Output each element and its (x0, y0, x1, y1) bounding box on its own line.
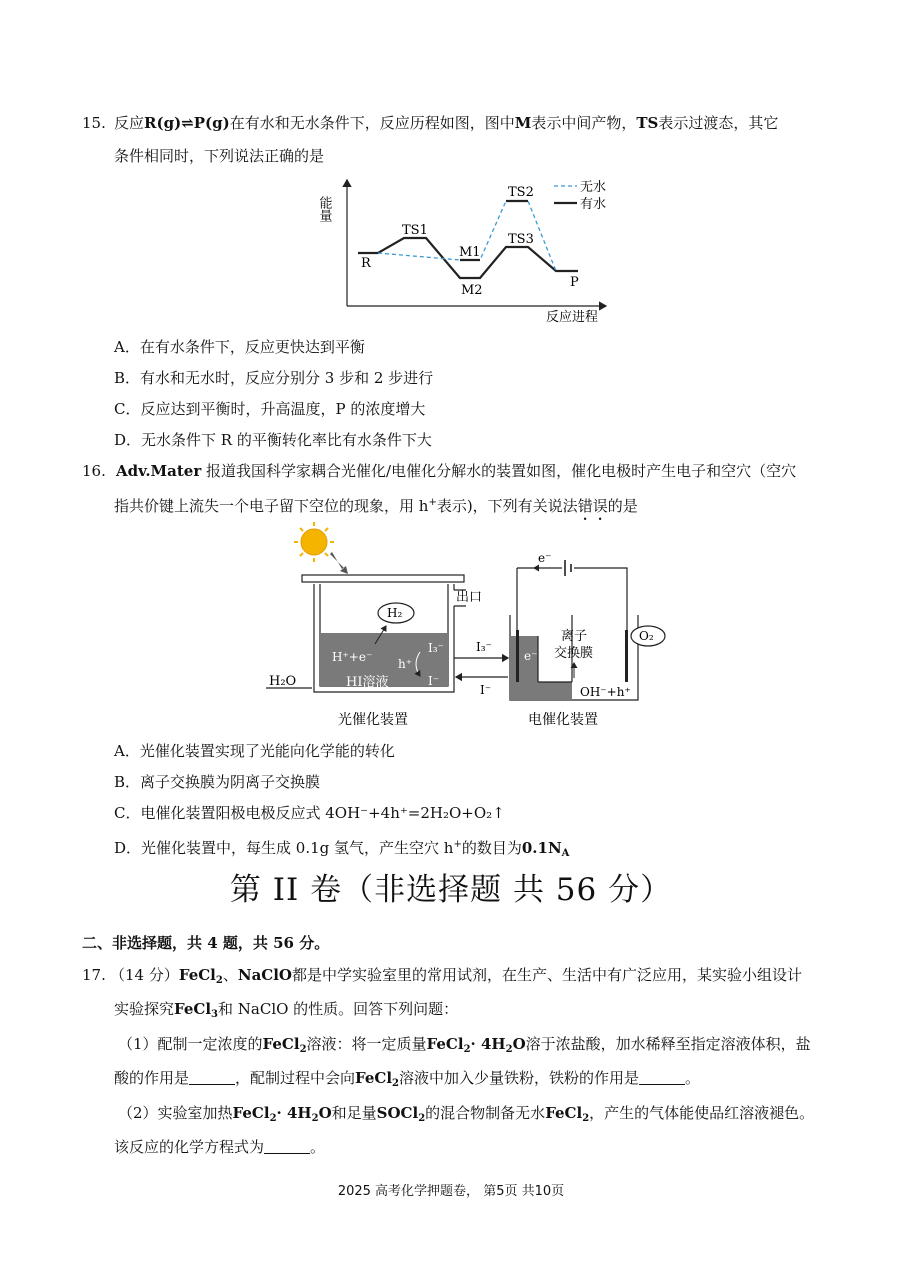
q17-part2-line1: （2）实验室加热FeCl$_2$· $4H_2O$和足量SOCl$_2$的混合物制备无水FeCl$_2$，产生的气体能使品红溶液褪色。 (118, 1104, 815, 1124)
q15-option-c: C．反应达到平衡时，升高温度，P 的浓度增大 (114, 400, 426, 418)
i3-arrow-label: I₃⁻ (476, 640, 492, 654)
q17-number: 17. (82, 966, 106, 984)
part2-title: 第 II 卷（非选择题 共 56 分） (229, 872, 673, 908)
q15-equation: R(g)⇌P(g) (144, 114, 230, 132)
electro-device-label: 电催化装置 (528, 712, 598, 728)
q17-part2-line2: 该反应的化学方程式为 。 (114, 1138, 326, 1156)
light-arrow-icon (330, 552, 348, 574)
h2o-inlet-label: H₂O (269, 674, 297, 689)
q16-journal: Adv.Mater (116, 462, 202, 480)
outlet-label: 出口 (456, 590, 483, 605)
catalysis-diagram (262, 522, 682, 732)
hplus-e-label: H⁺+e⁻ (332, 650, 373, 664)
q16-option-b: B．离子交换膜为阴离子交换膜 (114, 773, 321, 791)
membrane-label-2: 交换膜 (554, 646, 594, 661)
answer-blank[interactable] (189, 1070, 235, 1085)
q15-option-a: A．在有水条件下，反应更快达到平衡 (114, 338, 365, 356)
q17-line2: 实验探究FeCl$_3$和 NaClO 的性质。回答下列问题： (114, 1000, 459, 1020)
e-wire-label: e⁻ (538, 551, 552, 565)
q17-score: （14 分） (110, 966, 179, 984)
label-TS1: TS1 (402, 223, 428, 238)
section-heading: 二、非选择题，共 4 题，共 56 分。 (82, 934, 330, 952)
tank-lid (302, 575, 464, 582)
q17-part1-line2: 酸的作用是 ，配制过程中会向FeCl$_2$溶液中加入少量铁粉，铁粉的作用是 。 (114, 1069, 701, 1089)
q16-option-d: D．光催化装置中，每生成 0.1g 氢气，产生空穴 h+的数目为$0.1N_A$ (114, 839, 570, 859)
label-P: P (570, 275, 579, 290)
hi-solution-label: HI溶液 (346, 675, 389, 690)
membrane-label-1: 离子 (561, 629, 588, 644)
q17-part1-line1: （1）配制一定浓度的FeCl$_2$溶液：将一定质量FeCl$_2$· $4H_2O$溶于浓盐酸，加水稀释至指定溶液体积，盐 (118, 1035, 811, 1055)
q15-number: 15. (82, 114, 106, 132)
legend-no-water: 无水 (580, 180, 607, 195)
emphasis-wrong: 错误 (577, 497, 608, 515)
i-inner-label: I⁻ (428, 674, 440, 688)
label-M2: M2 (461, 283, 483, 298)
h2-label: H₂ (387, 606, 403, 620)
q16-option-c: C．电催化装置阳极电极反应式 4OH⁻+4h⁺=2H₂O+O₂↑ (114, 804, 505, 822)
q16-option-a: A．光催化装置实现了光能向化学能的转化 (114, 742, 395, 760)
label-M1: M1 (459, 245, 481, 260)
answer-blank[interactable] (264, 1139, 310, 1154)
sun-icon (294, 522, 334, 562)
hole-label: h⁺ (398, 657, 413, 671)
q15-option-d: D．无水条件下 R 的平衡转化率比有水条件下大 (114, 431, 432, 449)
i3-inner-label: I₃⁻ (428, 641, 444, 655)
q16-number: 16. (82, 462, 106, 480)
o2-label: O₂ (639, 629, 654, 643)
q15-text: 反应 (114, 114, 145, 132)
label-R: R (361, 256, 371, 271)
q16-line2: 指共价键上流失一个电子留下空位的现象，用 h+表示)，下列有关说法错误的是 (114, 497, 638, 515)
x-axis-label: 反应进程 (546, 310, 599, 325)
page-footer: 2025 高考化学押题卷， 第5页 共10页 (337, 1184, 565, 1199)
q15-line2: 条件相同时，下列说法正确的是 (114, 147, 325, 165)
photo-device-label: 光催化装置 (338, 712, 408, 728)
oh-h-label: OH⁻+h⁺ (580, 685, 631, 699)
q15-option-b: B．有水和无水时，反应分别分 3 步和 2 步进行 (114, 369, 434, 387)
legend-water: 有水 (580, 197, 607, 212)
label-TS3: TS3 (508, 232, 534, 247)
exam-page: 15. 反应R(g)⇌P(g)在有水和无水条件下，反应历程如图，图中M表示中间产物，TS表示过渡态，其它 条件相同时，下列说法正确的是 能量 反应进程 R TS1 M1 M2 TS2 TS3 P 无水 有水 A．在有水条件下，反应更快达到平衡 B．有水和无水时，反应分别分 3 步和 2 步进行 C．反应达到平衡时，升高温度，P 的浓度增大 D．无水条件下 R 的平衡转化率比有水条件下大 16. Adv.Mater 报道我国科学家耦合光催化/电催化分解水的装置如图，催化电极时产生电子和空穴（空穴 指共价键上流失一个电子留下空位的现象，用 h+表示)，下列有关说法错误的是 出口 H₂ H⁺+e⁻ h⁺ I₃⁻ I⁻ HI溶液 H₂O 光催化装置 I₃⁻ I⁻ e⁻ e⁻ 离子 交换膜 O₂ OH⁻+h⁺ 电催化装置 A．光催化装置实现了光能向化学能的转化 B．离子交换膜为阴离子交换膜 C．电催化装置阳极电极反应式 4OH⁻+4h⁺=2H₂O+O₂↑ D．光催化装置中，每生成 0.1g 氢气，产生空穴 h+的数目为$0.1N_A$ 第 II 卷（非选择题 共 56 分） 二、非选择题，共 4 题，共 56 分。 17. （14 分）FeCl$_2$、NaClO都是中学实验室里的常用试剂，在生产、生活中有广泛应用，某实验小组设计 实验探究FeCl$_3$和 NaClO 的性质。回答下列问题： （1）配制一定浓度的FeCl$_2$溶液：将一定质量FeCl$_2$· $4H_2O$溶于浓盐酸，加水稀释至指定溶液体积，盐 酸的作用是 ，配制过程中会向FeCl$_2$溶液中加入少量铁粉，铁粉的作用是 。 （2）实验室加热FeCl$_2$· $4H_2O$和足量SOCl$_2$的混合物制备无水FeCl$_2$，产生的气体能使品红溶液褪色。 该反应的化学方程式为 。 2025 高考化学押题卷， 第5页 共10页 (0, 0, 902, 1275)
answer-blank[interactable] (639, 1070, 685, 1085)
energy-profile-figure (316, 172, 620, 326)
label-TS2: TS2 (508, 185, 534, 200)
i-arrow-label: I⁻ (480, 683, 492, 697)
e-electrode-label: e⁻ (524, 649, 538, 663)
y-axis-label: 能量 (316, 196, 332, 222)
